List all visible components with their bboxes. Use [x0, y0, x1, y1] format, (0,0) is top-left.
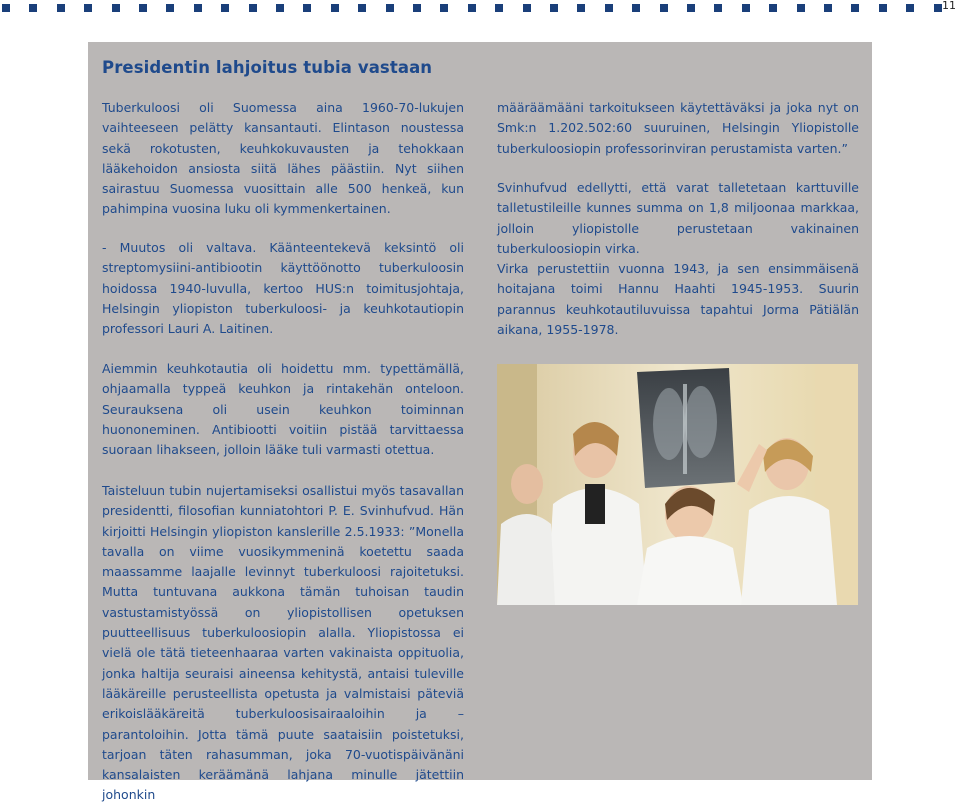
decorative-square [577, 4, 585, 12]
decorative-square [249, 4, 257, 12]
decorative-square [797, 4, 805, 12]
right-paragraph-2: Svinhufvud edellytti, että varat talletetaan karttuville talletustileille kunnes summa on 1,8 miljoonaa markkaa, jolloin yliopistolle perustetaan vakinainen tuberkuloosiopin virka. [497, 180, 859, 256]
decorative-square [632, 4, 640, 12]
decorative-square [879, 4, 887, 12]
decorative-square [851, 4, 859, 12]
decorative-square [386, 4, 394, 12]
decorative-square [742, 4, 750, 12]
decorative-square [714, 4, 722, 12]
decorative-square [276, 4, 284, 12]
decorative-square [331, 4, 339, 12]
xray-students-photo [497, 364, 858, 605]
xray-film-icon [637, 368, 735, 488]
decorative-square [303, 4, 311, 12]
left-paragraph-2: - Muutos oli valtava. Käänteentekevä keksintö oli streptomysiini-antibiootin käyttöönotto tuberkuloosin hoidossa 1940-luvulla, kertoo HUS:n toimitusjohtaja, Helsingin yliopiston tuberkuloosi- ja keuhkotautiopin professori Lauri A. Laitinen. [102, 240, 464, 337]
decorative-square-row [0, 4, 940, 12]
decorative-square [660, 4, 668, 12]
right-paragraph-1: määräämääni tarkoitukseen käytettäväksi ja joka nyt on Smk:n 1.202.502:60 suuruinen, Helsingin Yliopistolle tuberkuloosiopin professorinviran perustamista varten.” [497, 100, 859, 156]
decorative-square [84, 4, 92, 12]
decorative-square [687, 4, 695, 12]
decorative-square [468, 4, 476, 12]
decorative-square [495, 4, 503, 12]
left-paragraph-1: Tuberkuloosi oli Suomessa aina 1960-70-lukujen vaihteeseen pelätty kansantauti. Elintason noustessa sekä rokotusten, keuhkokuvausten ja tehokkaan lääkehoidon ansiosta siitä lähes päästiin. Nyt siihen sairastuu Suomessa vuosittain alle 500 henkeä, kun pahimpina vuosina luku oli kymmenkertainen. [102, 100, 464, 217]
decorative-square [440, 4, 448, 12]
decorative-square [139, 4, 147, 12]
decorative-square [166, 4, 174, 12]
left-paragraph-3: Aiemmin keuhkotautia oli hoidettu mm. typettämällä, ohjaamalla typpeä keuhkon ja rintakehän onteloon. Seurauksena oli usein keuhkon toiminnan huononeminen. Antibiootti voitiin pistää tarvittaessa suoraan lihakseen, jolloin lääke tuli varmasti otettua. [102, 361, 464, 458]
decorative-square [2, 4, 10, 12]
decorative-square [824, 4, 832, 12]
decorative-square [523, 4, 531, 12]
decorative-square [29, 4, 37, 12]
left-paragraph-4: Taisteluun tubin nujertamiseksi osallistui myös tasavallan presidentti, filosofian kunniatohtori P. E. Svinhufvud. Hän kirjoitti Helsingin yliopiston kanslerille 2.5.1933: ”Monella tavalla on viime vuosikymmeninä koetettu saada maassamme laajalle levinnyt tuberkuloosi rajoitetuksi. Mutta tuntuvana aukkona tämän tuhoisan taudin vastustamistyössä on yliopistollisen opetuksen puutteellisuus tuberkuloosiopin alalla. Yliopistossa ei vielä ole tätä tieteenhaaraa varten vakinaista oppituolia, jonka haltija seuraisi aineensa kehitystä, antaisi tuleville lääkäreille perusteellista opetusta ja valmistaisi päteviä erikoislääkäreitä tuberkuloosisairaaloihin ja –parantoloihin. Jotta tämä puute saataisiin poistetuksi, tarjoan täten rahasumman, joka 70-vuotispäivänäni kansalaisten keräämänä lahjana minulle jätettiin johonkin [102, 483, 464, 803]
decorative-square [934, 4, 942, 12]
decorative-square [194, 4, 202, 12]
decorative-square [769, 4, 777, 12]
decorative-square [57, 4, 65, 12]
decorative-square [413, 4, 421, 12]
article-title: Presidentin lahjoitus tubia vastaan [102, 58, 433, 77]
decorative-square [605, 4, 613, 12]
decorative-square [112, 4, 120, 12]
decorative-square [221, 4, 229, 12]
decorative-square [550, 4, 558, 12]
decorative-square [906, 4, 914, 12]
decorative-square [358, 4, 366, 12]
page-number: 11 [942, 0, 956, 12]
right-paragraph-3: Virka perustettiin vuonna 1943, ja sen ensimmäisenä hoitajana toimi Hannu Haahti 1945-1953. Suurin parannus keuhkotautiluvuissa tapahtui Jorma Pätiälän aikana, 1955-1978. [497, 261, 859, 337]
